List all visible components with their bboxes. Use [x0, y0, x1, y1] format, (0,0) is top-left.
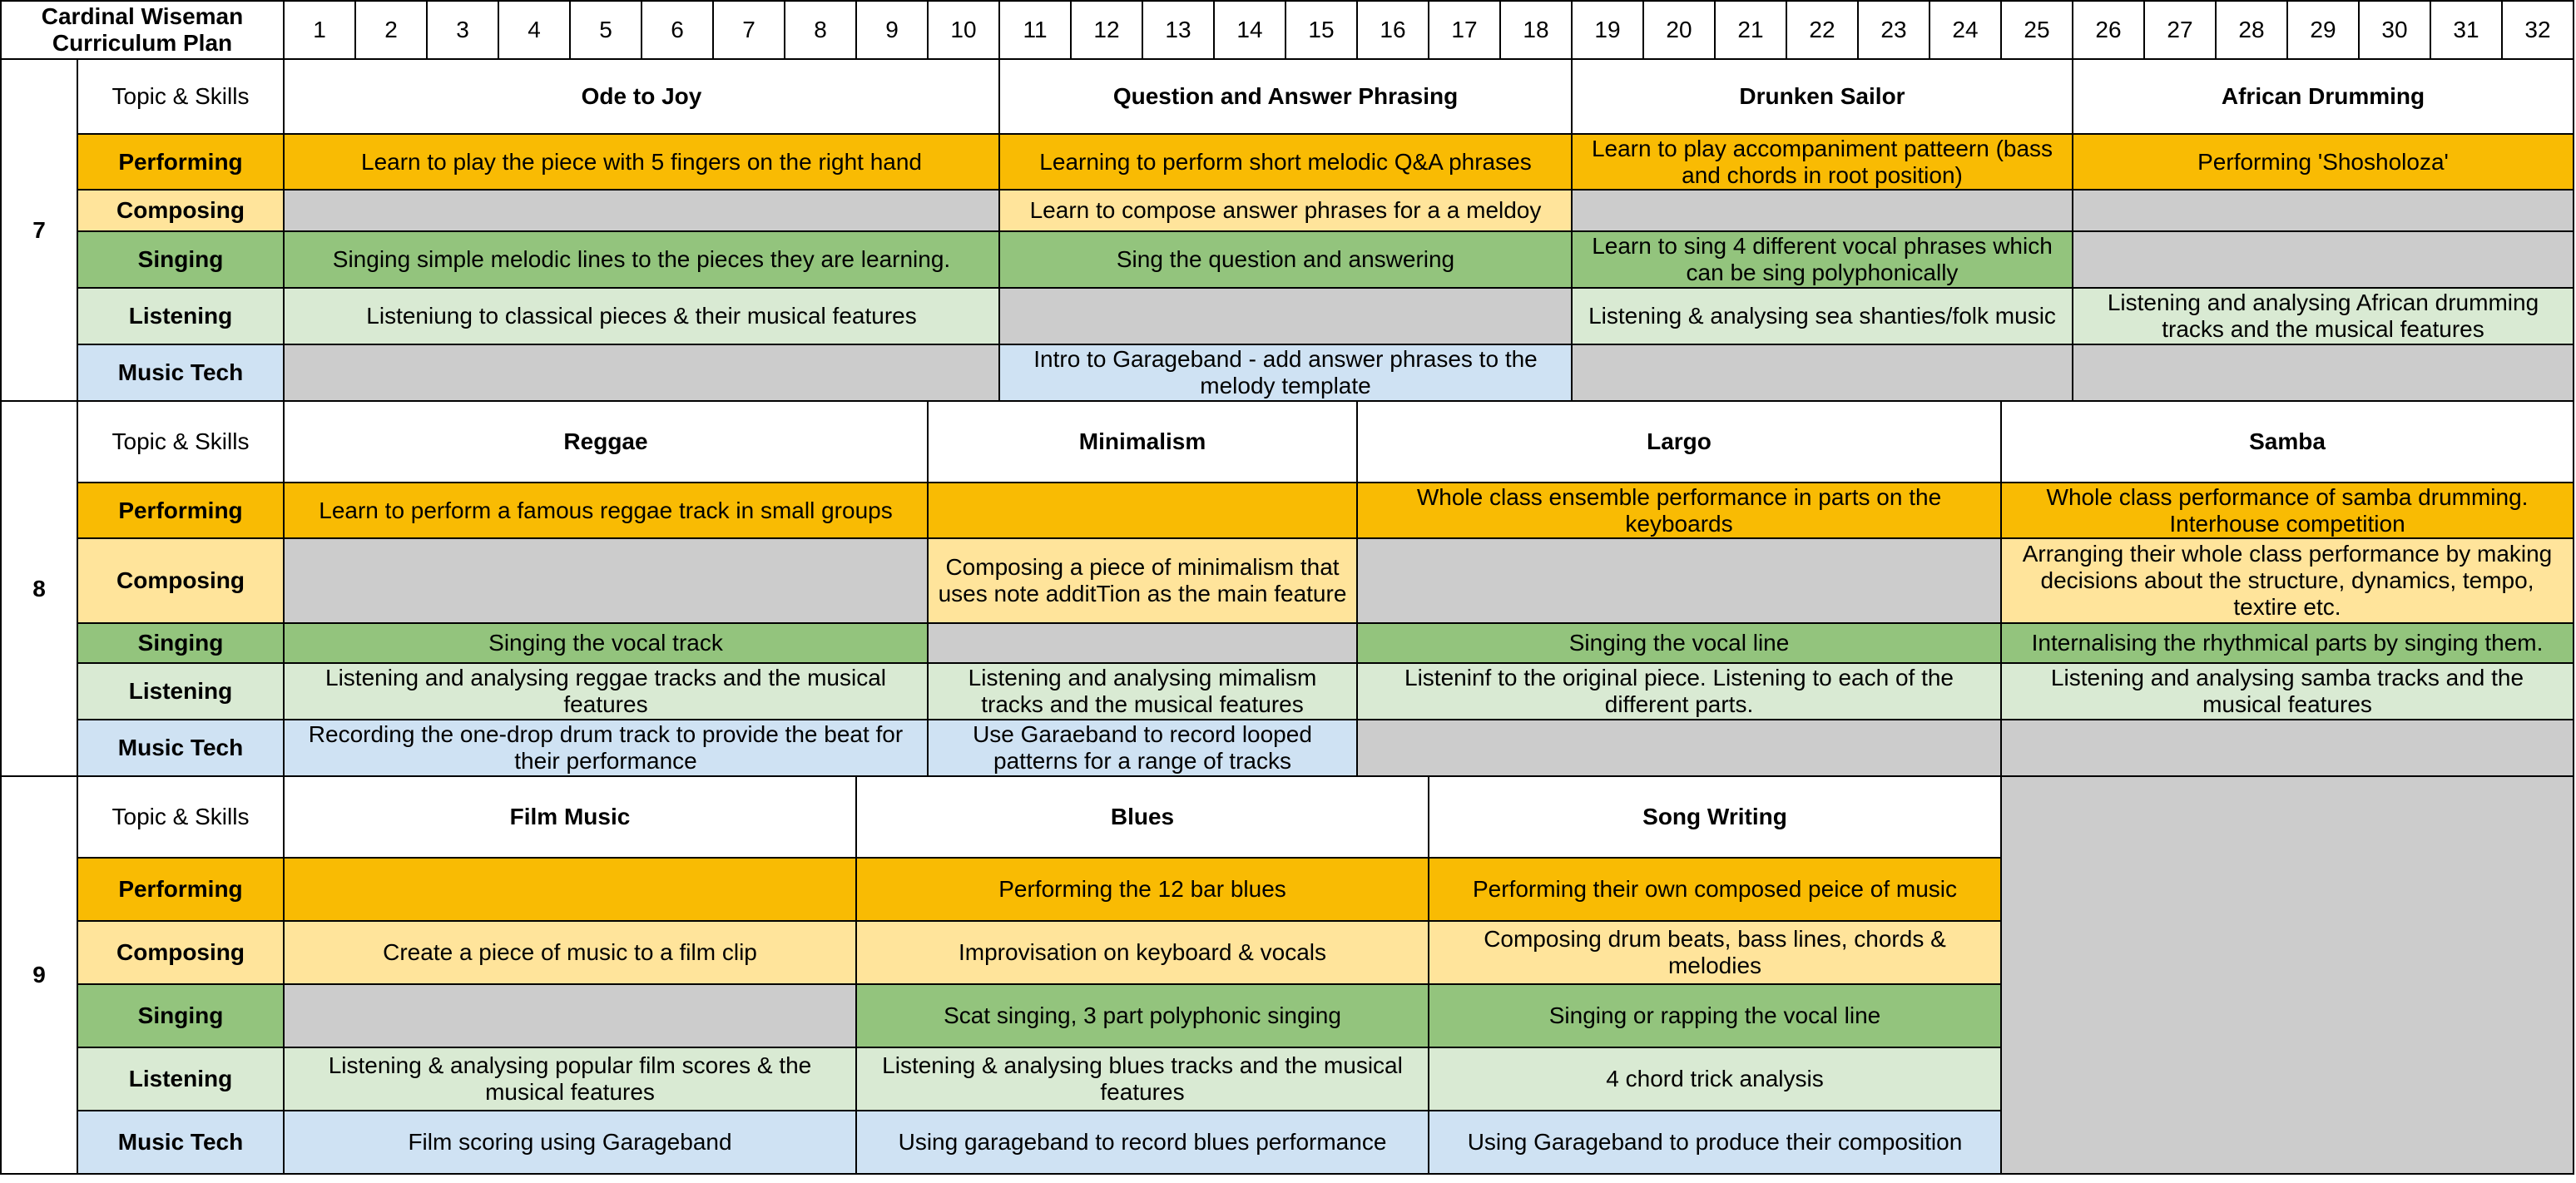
composing-cell: Learn to compose answer phrases for a a meldoy [999, 190, 1572, 231]
row-label-composing: Composing [77, 921, 284, 984]
singing-cell: Singing the vocal track [284, 623, 928, 663]
row-label-topic: Topic & Skills [77, 401, 284, 483]
performing-cell: Whole class ensemble performance in parts on the keyboards [1357, 483, 2001, 538]
empty-cell [1572, 190, 2073, 231]
year8-topic-row [1, 401, 2574, 483]
performing-cell: Performing their own composed peice of music [1429, 858, 2001, 921]
week-number: 21 [1715, 1, 1786, 59]
row-label-topic: Topic & Skills [77, 59, 284, 134]
singing-cell: Learn to sing 4 different vocal phrases which can be sing polyphonically [1572, 231, 2073, 288]
composing-cell: Improvisation on keyboard & vocals [856, 921, 1429, 984]
listening-cell: Listening & analysing popular film scores & the musical features [284, 1047, 856, 1111]
listening-cell: Listening and analysing samba tracks and the musical features [2001, 663, 2574, 720]
row-label-listening: Listening [77, 663, 284, 720]
year8-music-tech-row [1, 720, 2574, 776]
plan-title: Cardinal Wiseman Curriculum Plan [1, 1, 284, 59]
topic-title: Question and Answer Phrasing [999, 59, 1572, 134]
week-number: 24 [1930, 1, 2001, 59]
empty-cell [284, 984, 856, 1047]
singing-cell: Singing simple melodic lines to the pieces they are learning. [284, 231, 999, 288]
listening-cell: Listeninf to the original piece. Listening to each of the different parts. [1357, 663, 2001, 720]
week-number: 8 [785, 1, 856, 59]
row-label-singing: Singing [77, 231, 284, 288]
year7-music-tech-row [1, 344, 2574, 401]
empty-cell [284, 344, 999, 401]
listening-cell: Listening and analysing mimalism tracks and the musical features [928, 663, 1357, 720]
topic-title: Blues [856, 776, 1429, 858]
composing-cell: Create a piece of music to a film clip [284, 921, 856, 984]
empty-cell [2001, 720, 2574, 776]
topic-title: Song Writing [1429, 776, 2001, 858]
year8-performing-row [1, 483, 2574, 538]
topic-title: African Drumming [2073, 59, 2574, 134]
week-number: 32 [2502, 1, 2574, 59]
week-number: 27 [2144, 1, 2216, 59]
empty-cell [1357, 538, 2001, 623]
week-number: 25 [2001, 1, 2073, 59]
year8-listening-row [1, 663, 2574, 720]
week-number: 26 [2073, 1, 2144, 59]
empty-cell [928, 623, 1357, 663]
empty-cell [2073, 344, 2574, 401]
week-number: 15 [1286, 1, 1357, 59]
music-tech-cell: Intro to Garageband - add answer phrases to the melody template [999, 344, 1572, 401]
year7-listening-row [1, 288, 2574, 344]
year7-composing-row [1, 190, 2574, 231]
singing-cell: Singing or rapping the vocal line [1429, 984, 2001, 1047]
singing-cell: Internalising the rhythmical parts by singing them. [2001, 623, 2574, 663]
row-label-composing: Composing [77, 538, 284, 623]
singing-cell: Sing the question and answering [999, 231, 1572, 288]
empty-cell [1572, 344, 2073, 401]
row-label-performing: Performing [77, 858, 284, 921]
listening-cell: Listening and analysing African drumming tracks and the musical features [2073, 288, 2574, 344]
week-number: 30 [2359, 1, 2430, 59]
year-label: 7 [1, 59, 77, 401]
row-label-listening: Listening [77, 288, 284, 344]
week-number: 20 [1643, 1, 1715, 59]
empty-block [2001, 776, 2574, 1174]
topic-title: Ode to Joy [284, 59, 999, 134]
empty-cell [2073, 231, 2574, 288]
singing-cell: Singing the vocal line [1357, 623, 2001, 663]
year8-composing-row [1, 538, 2574, 623]
row-label-singing: Singing [77, 984, 284, 1047]
music-tech-cell: Using Garageband to produce their composition [1429, 1111, 2001, 1174]
year9-topic-row [1, 776, 2574, 858]
performing-cell [284, 858, 856, 921]
week-number: 22 [1786, 1, 1858, 59]
year-label: 8 [1, 401, 77, 776]
week-number: 1 [284, 1, 355, 59]
year7-topic-row [1, 59, 2574, 134]
year8-singing-row [1, 623, 2574, 663]
week-number: 12 [1071, 1, 1142, 59]
week-number: 17 [1429, 1, 1500, 59]
row-label-topic: Topic & Skills [77, 776, 284, 858]
listening-cell: Listeniung to classical pieces & their musical features [284, 288, 999, 344]
music-tech-cell: Film scoring using Garageband [284, 1111, 856, 1174]
week-number: 7 [713, 1, 785, 59]
music-tech-cell: Using garageband to record blues performance [856, 1111, 1429, 1174]
listening-cell: Listening & analysing sea shanties/folk music [1572, 288, 2073, 344]
week-number: 5 [570, 1, 642, 59]
empty-cell [1357, 720, 2001, 776]
row-label-music-tech: Music Tech [77, 1111, 284, 1174]
performing-cell: Learn to play the piece with 5 fingers on the right hand [284, 134, 999, 190]
week-number: 18 [1500, 1, 1572, 59]
week-number: 3 [427, 1, 498, 59]
week-number: 16 [1357, 1, 1429, 59]
week-number: 6 [642, 1, 713, 59]
row-label-performing: Performing [77, 483, 284, 538]
performing-cell: Performing the 12 bar blues [856, 858, 1429, 921]
week-number: 13 [1142, 1, 1214, 59]
empty-cell [999, 288, 1572, 344]
topic-title: Reggae [284, 401, 928, 483]
empty-cell [284, 190, 999, 231]
performing-cell: Learn to perform a famous reggae track in small groups [284, 483, 928, 538]
row-label-music-tech: Music Tech [77, 344, 284, 401]
week-number: 11 [999, 1, 1071, 59]
music-tech-cell: Use Garaeband to record looped patterns for a range of tracks [928, 720, 1357, 776]
week-number: 14 [1214, 1, 1286, 59]
week-number: 23 [1858, 1, 1930, 59]
listening-cell: Listening & analysing blues tracks and the musical features [856, 1047, 1429, 1111]
performing-cell: Learning to perform short melodic Q&A phrases [999, 134, 1572, 190]
performing-cell: Performing 'Shosholoza' [2073, 134, 2574, 190]
performing-cell: Whole class performance of samba drumming. Interhouse competition [2001, 483, 2574, 538]
listening-cell: 4 chord trick analysis [1429, 1047, 2001, 1111]
week-number: 19 [1572, 1, 1643, 59]
composing-cell: Composing drum beats, bass lines, chords & melodies [1429, 921, 2001, 984]
topic-title: Minimalism [928, 401, 1357, 483]
year-label: 9 [1, 776, 77, 1174]
row-label-singing: Singing [77, 623, 284, 663]
row-label-listening: Listening [77, 1047, 284, 1111]
composing-cell: Composing a piece of minimalism that uses note additTion as the main feature [928, 538, 1357, 623]
year7-singing-row [1, 231, 2574, 288]
week-number: 2 [355, 1, 427, 59]
week-header-row [1, 1, 2574, 59]
composing-cell: Arranging their whole class performance by making decisions about the structure, dynamics, tempo, textire etc. [2001, 538, 2574, 623]
row-label-performing: Performing [77, 134, 284, 190]
topic-title: Drunken Sailor [1572, 59, 2073, 134]
week-number: 28 [2216, 1, 2287, 59]
week-number: 4 [498, 1, 570, 59]
week-number: 29 [2287, 1, 2359, 59]
row-label-composing: Composing [77, 190, 284, 231]
music-tech-cell: Recording the one-drop drum track to provide the beat for their performance [284, 720, 928, 776]
listening-cell: Listening and analysing reggae tracks and the musical features [284, 663, 928, 720]
row-label-music-tech: Music Tech [77, 720, 284, 776]
empty-cell [284, 538, 928, 623]
week-number: 9 [856, 1, 928, 59]
singing-cell: Scat singing, 3 part polyphonic singing [856, 984, 1429, 1047]
topic-title: Film Music [284, 776, 856, 858]
year7-performing-row [1, 134, 2574, 190]
week-number: 10 [928, 1, 999, 59]
topic-title: Largo [1357, 401, 2001, 483]
week-number: 31 [2430, 1, 2502, 59]
performing-cell [928, 483, 1357, 538]
topic-title: Samba [2001, 401, 2574, 483]
performing-cell: Learn to play accompaniment patteern (bass and chords in root position) [1572, 134, 2073, 190]
empty-cell [2073, 190, 2574, 231]
